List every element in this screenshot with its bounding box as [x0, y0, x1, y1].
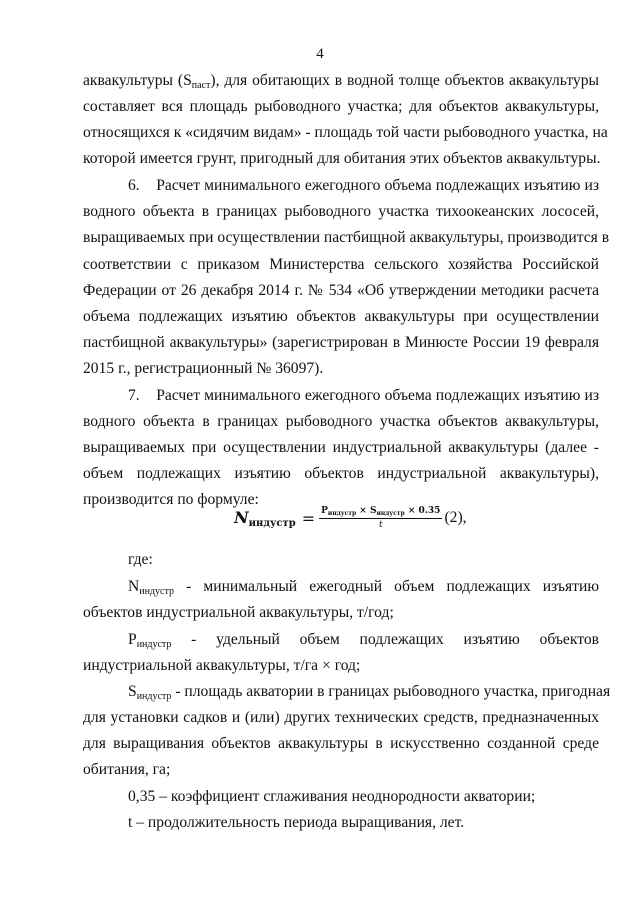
- text-line: для выращивания объектов аквакультуры в искусственно созданной среде: [83, 735, 599, 752]
- text-line: обитания, га;: [83, 761, 171, 778]
- text-line: для установки садков и (или) других технических средств, предназначенных: [83, 709, 599, 726]
- definition-coefficient: 0,35 – коэффициент сглаживания неоднородности акватории;: [128, 788, 536, 805]
- text-line: объема подлежащих изъятию объектов аквакультуры при осуществлении: [83, 308, 599, 325]
- text-line: Федерации от 26 декабря 2014 г. № 534 «Об утверждении методики расчета: [83, 282, 599, 299]
- text-line: пастбищной аквакультуры» (зарегистрирован в Минюсте России 19 февраля: [83, 334, 599, 351]
- text-line: объектов индустриальной аквакультуры, т/год;: [83, 604, 394, 621]
- text-line: аквакультуры $(S_{паст})$, для обитающих в водной толще объектов аквакультуры: [83, 72, 599, 91]
- where-label: где:: [128, 551, 153, 568]
- text-line: водного объекта в границах рыбоводного участка объектов аквакультуры,: [83, 413, 599, 430]
- page-number: 4: [316, 46, 324, 62]
- definition-s: $S_{индустр}$ - площадь акватории в границах рыбоводного участка, пригодная: [128, 683, 611, 702]
- subscript: паст: [191, 80, 211, 91]
- formula-fraction: [319, 506, 442, 530]
- formula: [234, 506, 467, 530]
- text-line: соответствии с приказом Министерства сельского хозяйства Российской: [83, 256, 599, 273]
- text-line: выращиваемых при осуществлении индустриальной аквакультуры (далее -: [83, 439, 599, 456]
- formula-equals: =: [301, 508, 316, 528]
- text-line: объем подлежащих изъятию объектов индустриальной аквакультуры),: [83, 465, 599, 482]
- text-line: выращиваемых при осуществлении пастбищной аквакультуры, производится в: [83, 229, 610, 246]
- formula-numerator: $P_{индустр} \times S_{индустр} \times 0.35$: [321, 506, 441, 517]
- formula-lhs: $N_{индустр}$: [234, 507, 296, 529]
- text-line: составляет вся площадь рыбоводного участка; для объектов аквакультуры,: [83, 98, 599, 115]
- text-line: относящихся к «сидячим видам» - площадь той части рыбоводного участка, на: [83, 124, 608, 141]
- definition-t: t – продолжительность периода выращивания, лет.: [128, 814, 465, 831]
- text-line: 2015 г., регистрационный № 36097).: [83, 360, 324, 377]
- definition-p: $P_{индустр}$ - удельный объем подлежащих изъятию объектов: [128, 631, 599, 650]
- paragraph-6-first-line: 6. Расчет минимального ежегодного объема подлежащих изъятию из: [128, 177, 599, 194]
- text-line: водного объекта в границах рыбоводного участка тихоокеанских лососей,: [83, 203, 599, 220]
- text-line: производится по формуле:: [83, 491, 259, 508]
- formula-number: (2),: [444, 509, 467, 526]
- paragraph-7-first-line: 7. Расчет минимального ежегодного объема подлежащих изъятию из: [128, 387, 599, 404]
- text-line: которой имеется грунт, пригодный для обитания этих объектов аквакультуры.: [83, 150, 601, 167]
- definition-n: $N_{индустр}$ - минимальный ежегодный объем подлежащих изъятию: [128, 578, 599, 597]
- formula-denominator: t: [378, 520, 383, 530]
- text-line: индустриальной аквакультуры, т/га × год;: [83, 657, 361, 674]
